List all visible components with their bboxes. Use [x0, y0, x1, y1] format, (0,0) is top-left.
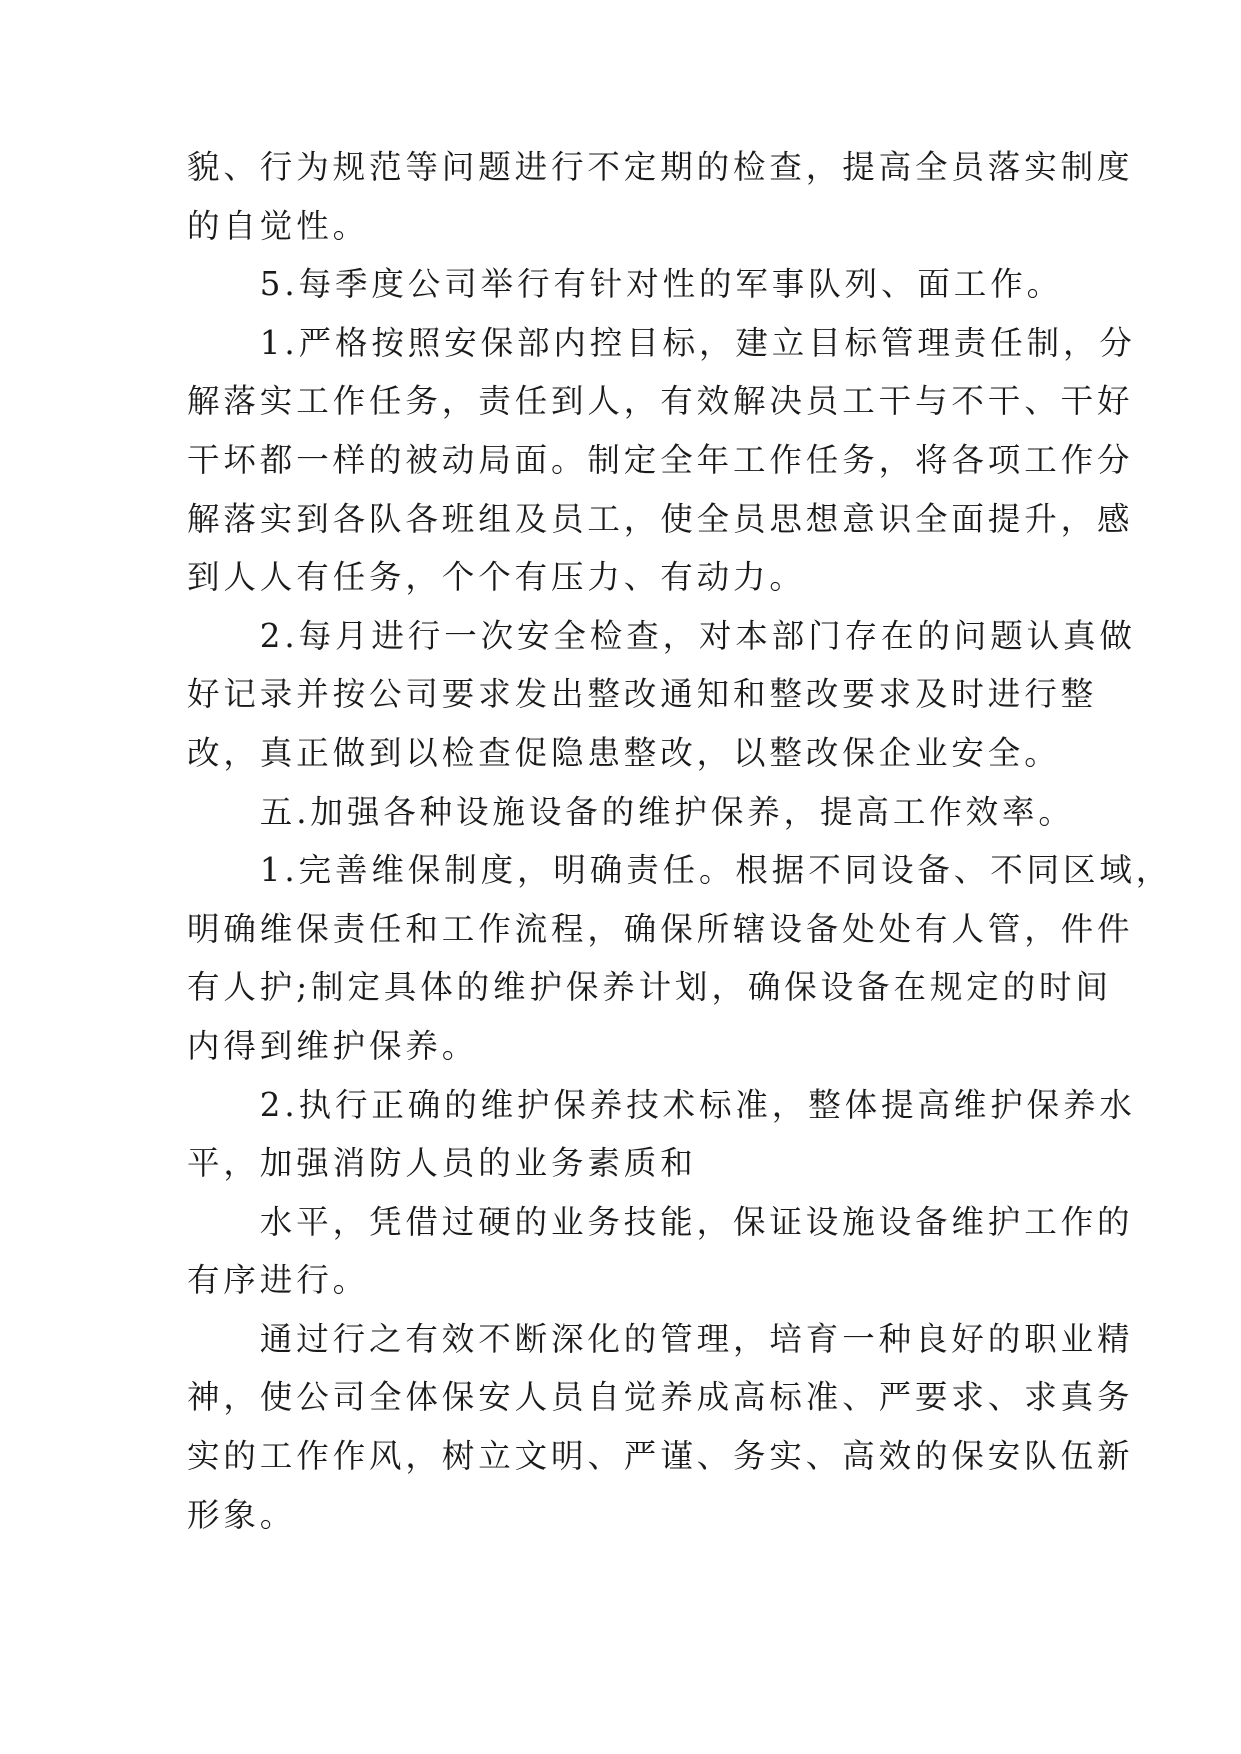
text-line: 平，加强消防人员的业务素质和: [187, 1144, 697, 1183]
text-line: 有序进行。: [187, 1261, 370, 1300]
text-line: 干坏都一样的被动局面。制定全年工作任务，将各项工作分: [187, 440, 1134, 479]
text-line: 1.完善维保制度，明确责任。根据不同设备、不同区域，: [187, 851, 1173, 890]
text-line: 解落实工作任务，责任到人，有效解决员工干与不干、干好: [187, 382, 1134, 421]
text-line: 形象。: [187, 1495, 297, 1534]
text-line: 内得到维护保养。: [187, 1026, 479, 1065]
text-line: 好记录并按公司要求发出整改通知和整改要求及时进行整: [187, 675, 1098, 714]
text-line: 明确维保责任和工作流程，确保所辖设备处处有人管，件件: [187, 909, 1134, 948]
text-line: 2.每月进行一次安全检查，对本部门存在的问题认真做: [187, 616, 1136, 655]
text-line: 的自觉性。: [187, 206, 370, 245]
text-line: 1.严格按照安保部内控目标，建立目标管理责任制，分: [187, 323, 1136, 362]
document-body: [187, 138, 1173, 1544]
text-line: 解落实到各队各班组及员工，使全员思想意识全面提升，感: [187, 499, 1134, 538]
text-line: 水平，凭借过硬的业务技能，保证设施设备维护工作的: [187, 1202, 1134, 1241]
text-line: 5.每季度公司举行有针对性的军事队列、面工作。: [187, 265, 1064, 304]
text-line: 改，真正做到以检查促隐患整改，以整改保企业安全。: [187, 733, 1061, 772]
text-line: 通过行之有效不断深化的管理，培育一种良好的职业精: [187, 1319, 1134, 1358]
text-line: 有人护;制定具体的维护保养计划，确保设备在规定的时间: [187, 968, 1112, 1007]
text-line: 五.加强各种设施设备的维护保养，提高工作效率。: [187, 792, 1075, 831]
text-line: 实的工作作风，树立文明、严谨、务实、高效的保安队伍新: [187, 1437, 1134, 1476]
text-line: 到人人有任务，个个有压力、有动力。: [187, 558, 806, 597]
text-line: 2.执行正确的维护保养技术标准，整体提高维护保养水: [187, 1085, 1136, 1124]
text-line: 神，使公司全体保安人员自觉养成高标准、严要求、求真务: [187, 1378, 1134, 1417]
text-line: 貌、行为规范等问题进行不定期的检查，提高全员落实制度: [187, 148, 1134, 186]
